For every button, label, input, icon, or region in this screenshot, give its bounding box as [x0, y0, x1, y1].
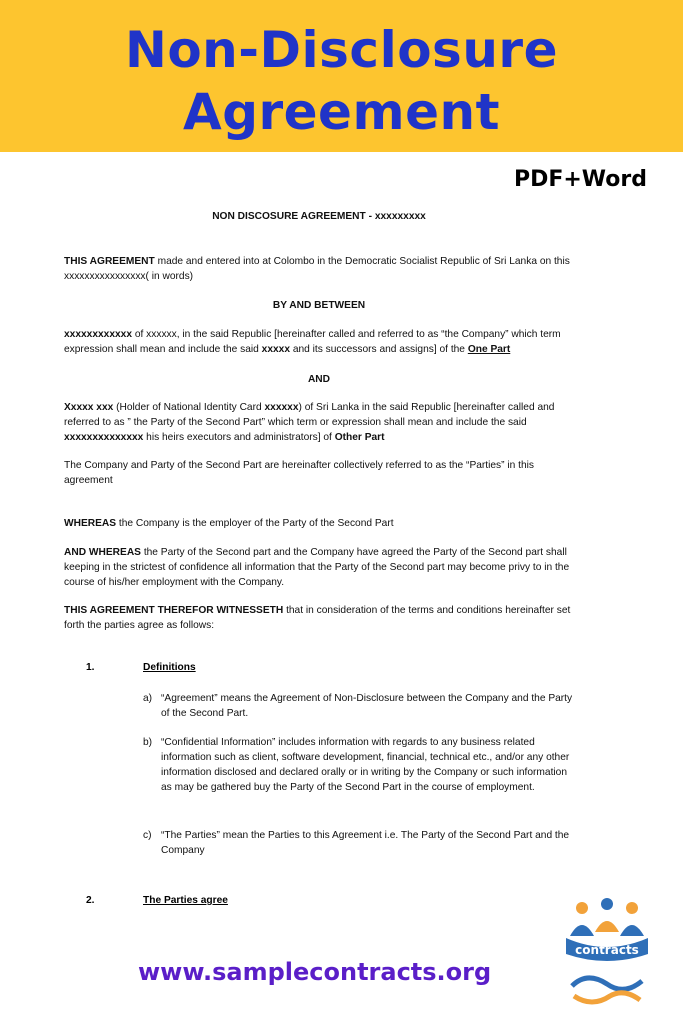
paragraph-second-party: Xxxxx xxx (Holder of National Identity Card xxxxxx) of Sri Lanka in the said Republic [hereinafter called and referred to as ” the Party of the Second Part” which term or expression shall mean and include the said xxxxxxxxxxxxxx his heirs executors and administrators] of Other Part	[64, 402, 555, 443]
section-1-number: 1.	[86, 662, 95, 673]
by-and-between: BY AND BETWEEN	[272, 300, 366, 311]
section-1-heading: Definitions	[143, 662, 196, 673]
section-2-number: 2.	[86, 895, 95, 906]
and-label: AND	[307, 374, 331, 385]
section-2-heading: The Parties agree	[143, 895, 228, 906]
paragraph-parties: The Company and Party of the Second Part are hereinafter collectively referred to as the “Parties” in this agreement	[64, 460, 534, 486]
contracts-logo-icon	[562, 896, 652, 1016]
logo-text: contracts	[575, 943, 639, 957]
paragraph-whereas: WHEREAS the Company is the employer of the Party of the Second Part	[64, 518, 394, 529]
paragraph-company: xxxxxxxxxxxx of xxxxxx, in the said Republic [hereinafter called and referred to as “the Company” which term expression shall mean and include the said xxxxx and its successors and assigns] of the One Part	[64, 329, 561, 355]
title-banner	[0, 0, 683, 152]
footer-url-link[interactable]: www.samplecontracts.org	[138, 958, 492, 986]
doc-title: NON DISCOSURE AGREEMENT - xxxxxxxxx	[212, 211, 426, 222]
paragraph-witnesseth: THIS AGREEMENT THEREFOR WITNESSETH that in consideration of the terms and conditions hereinafter set forth the parties agree as follows:	[64, 605, 571, 631]
paragraph-intro: THIS AGREEMENT made and entered into at Colombo in the Democratic Socialist Republic of Sri Lanka on this xxxxxxxxxxxxxxxx( in words)	[64, 256, 570, 282]
paragraph-and-whereas: AND WHEREAS the Party of the Second part and the Company have agreed the Party of the Second part shall keeping in the strictest of confidence all information that the Party of the Second part may become privy to in the course of his/her employment with the Company.	[64, 547, 570, 588]
banner-title-line1: Non-Disclosure	[124, 21, 558, 79]
banner-title-line2: Agreement	[183, 83, 500, 141]
format-badge: PDF+Word	[513, 167, 647, 192]
